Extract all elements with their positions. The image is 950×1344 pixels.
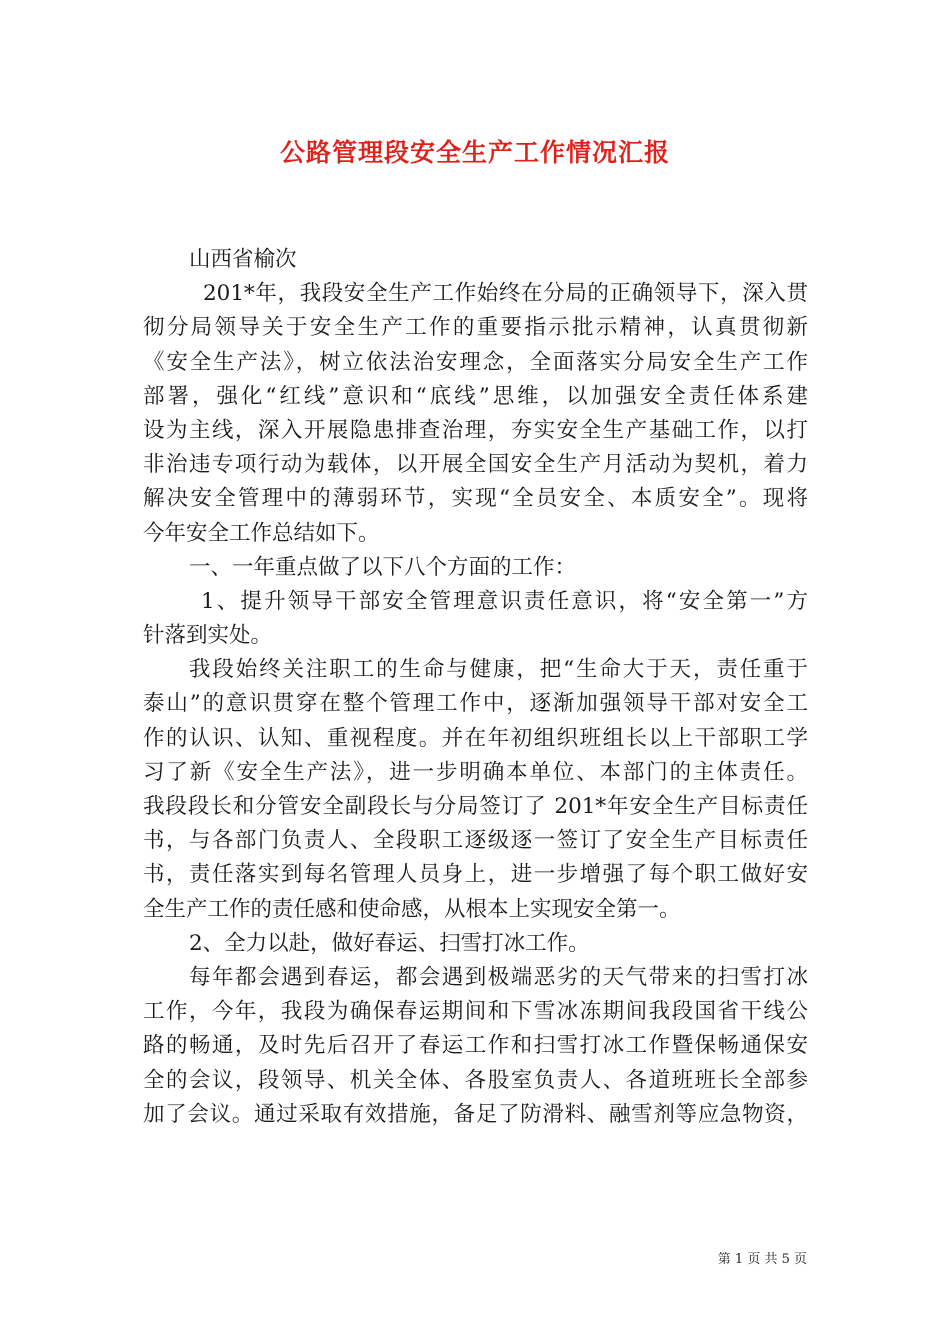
subheading-line: 1、提升领导干部安全管理意识责任意识，将“安全第一”方 [201, 588, 808, 614]
document-title: 公路管理段安全生产工作情况汇报 [279, 138, 670, 167]
paragraph-line: 泰山”的意识贯穿在整个管理工作中，逐渐加强领导干部对安全工 [143, 691, 808, 717]
paragraph-line: 201*年，我段安全生产工作始终在分局的正确领导下，深入贯 [203, 281, 808, 307]
paragraph-line: 我段始终关注职工的生命与健康，把“生命大于天，责任重于 [189, 657, 808, 683]
paragraph-line: 加了会议。通过采取有效措施，备足了防滑料、融雪剂等应急物资， [143, 1101, 808, 1127]
paragraph-line: 解决安全管理中的薄弱环节，实现“全员安全、本质安全”。现将 [143, 486, 808, 512]
paragraph-line: 今年安全工作总结如下。 [143, 520, 380, 546]
paragraph-line: 习了新《安全生产法》，进一步明确本单位、本部门的主体责任。 [143, 759, 808, 785]
paragraph-line: 工作，今年，我段为确保春运期间和下雪冰冻期间我段国省干线公 [143, 999, 808, 1025]
subheading-line: 针落到实处。 [143, 623, 273, 649]
subheading-line: 2、全力以赴，做好春运、扫雪打冰工作。 [189, 930, 590, 956]
paragraph-line: 设为主线，深入开展隐患排查治理，夯实安全生产基础工作，以打 [143, 417, 808, 443]
paragraph-line: 《安全生产法》，树立依法治安理念，全面落实分局安全生产工作 [143, 349, 808, 375]
page-number: 第 1 页 共 5 页 [717, 1252, 807, 1267]
paragraph-line: 我段段长和分管安全副段长与分局签订了 201*年安全生产目标责任 [143, 794, 808, 819]
paragraph-line: 书，与各部门负责人、全段职工逐级逐一签订了安全生产目标责任 [143, 828, 808, 854]
paragraph-line: 全的会议，段领导、机关全体、各股室负责人、各道班班长全部参 [143, 1067, 808, 1093]
paragraph-line: 作的认识、认知、重视程度。并在年初组织班组长以上干部职工学 [143, 725, 808, 751]
section-heading: 一、一年重点做了以下八个方面的工作： [189, 554, 577, 580]
paragraph-line: 彻分局领导关于安全生产工作的重要指示批示精神，认真贯彻新 [143, 315, 808, 341]
paragraph-line: 部署，强化“红线”意识和“底线”思维，以加强安全责任体系建 [143, 383, 808, 409]
paragraph-line: 全生产工作的责任感和使命感，从根本上实现安全第一。 [143, 896, 681, 922]
paragraph-line: 非治违专项行动为载体，以开展全国安全生产月活动为契机，着力 [143, 452, 808, 478]
document-body [143, 243, 808, 1132]
paragraph-line: 路的畅通，及时先后召开了春运工作和扫雪打冰工作暨保畅通保安 [143, 1033, 808, 1059]
location-line: 山西省榆次 [189, 247, 297, 272]
paragraph-line: 书，责任落实到每名管理人员身上，进一步增强了每个职工做好安 [143, 862, 808, 888]
paragraph-line: 每年都会遇到春运，都会遇到极端恶劣的天气带来的扫雪打冰 [189, 964, 808, 990]
